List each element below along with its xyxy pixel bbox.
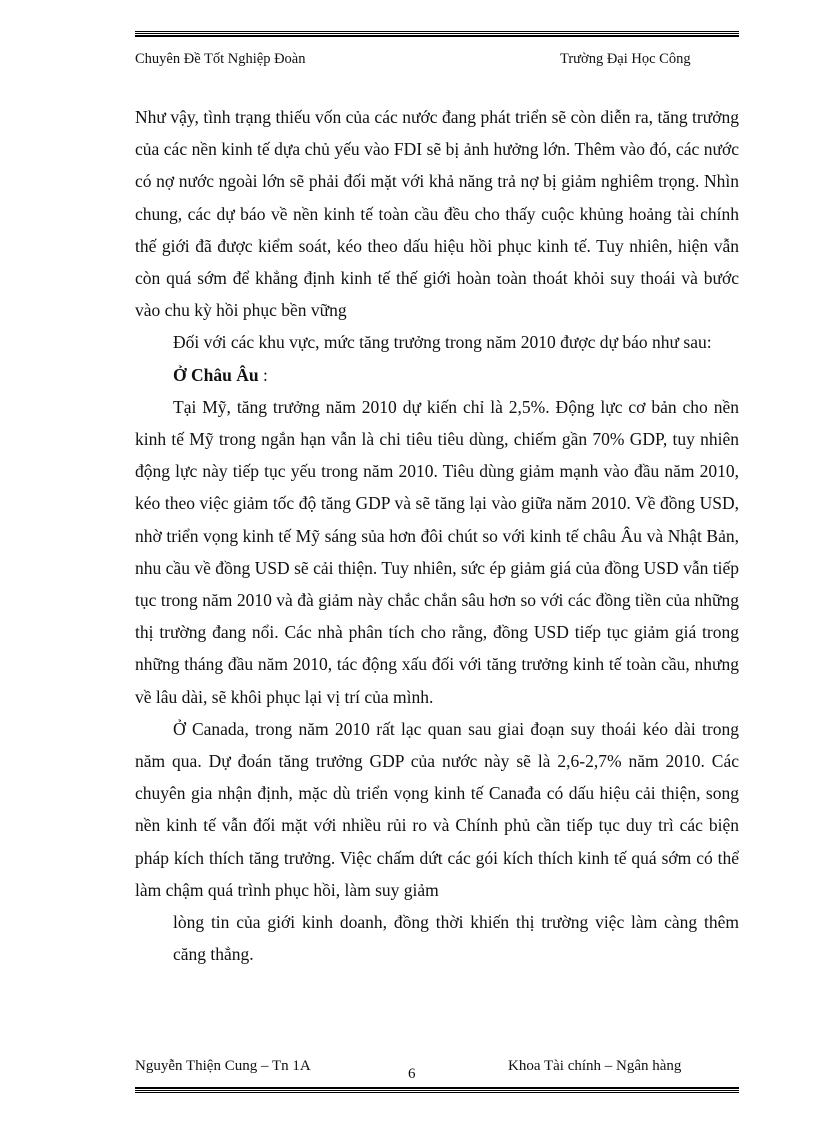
- section-heading-suffix: :: [258, 364, 268, 385]
- paragraph-5: lòng tin của giới kinh doanh, đồng thời khiến thị trường việc làm càng thêm căng thẳng.: [173, 912, 739, 965]
- header-right-title: Trường Đại Học Công: [560, 51, 691, 67]
- section-heading: [135, 359, 739, 391]
- paragraph-4: Ở Canada, trong năm 2010 rất lạc quan sau giai đoạn suy thoái kéo dài trong năm qua. Dự đoán tăng trưởng GDP của nước này sẽ là 2,6-2,7% năm 2010. Các chuyên gia nhận định, mặc dù triển vọng kinh tế Canađa có dấu hiệu cải thiện, song nền kinh tế vẫn đối mặt với nhiều rủi ro và Chính phủ cần tiếp tục duy trì các biện pháp kích thích tăng trưởng. Việc chấm dứt các gói kích thích kinh tế quá sớm có thể làm chậm quá trình phục hồi, làm suy giảm: [135, 718, 739, 900]
- footer-rule: [135, 1087, 739, 1093]
- page-body: [135, 101, 739, 970]
- paragraph-3: Tại Mỹ, tăng trưởng năm 2010 dự kiến chỉ là 2,5%. Động lực cơ bản cho nền kinh tế Mỹ trong ngắn hạn vẫn là chi tiêu tiêu dùng, chiếm gần 70% GDP, tuy nhiên động lực này tiếp tục yếu trong năm 2010. Tiêu dùng giảm mạnh vào đầu năm 2010, kéo theo việc giảm tốc độ tăng GDP và sẽ tăng lại vào giữa năm 2010. Về đồng USD, nhờ triển vọng kinh tế Mỹ sáng sủa hơn đôi chút so với kinh tế châu Âu và Nhật Bản, nhu cầu về đồng USD sẽ cải thiện. Tuy nhiên, sức ép giảm giá của đồng USD vẫn tiếp tục trong năm 2010 và đà giảm này chắc chắn sâu hơn so với các đồng tiền của những thị trường đang nổi. Các nhà phân tích cho rằng, đồng USD tiếp tục giảm giá trong những tháng đầu năm 2010, tác động xấu đối với tăng trưởng kinh tế toàn cầu, nhưng về lâu dài, sẽ khôi phục lại vị trí của mình.: [135, 396, 739, 707]
- paragraph-2: Đối với các khu vực, mức tăng trưởng trong năm 2010 được dự báo như sau:: [173, 332, 712, 353]
- footer-department: Khoa Tài chính – Ngân hàng: [508, 1058, 682, 1074]
- footer-author: Nguyễn Thiện Cung – Tn 1A: [135, 1058, 311, 1074]
- paragraph-1: Như vậy, tình trạng thiếu vốn của các nước đang phát triển sẽ còn diễn ra, tăng trưởng của các nền kinh tế dựa chủ yếu vào FDI sẽ bị ảnh hưởng lớn. Thêm vào đó, các nước có nợ nước ngoài lớn sẽ phải đối mặt với khả năng trả nợ bị giảm nghiêm trọng. Nhìn chung, các dự báo về nền kinh tế toàn cầu đều cho thấy cuộc khủng hoảng tài chính thế giới đã được kiểm soát, kéo theo dấu hiệu hồi phục kinh tế. Tuy nhiên, hiện vẫn còn quá sớm để khẳng định kinh tế thế giới hoàn toàn thoát khỏi suy thoái và bước vào chu kỳ hồi phục bền vững: [135, 107, 739, 321]
- footer-page-number: 6: [408, 1066, 416, 1082]
- section-heading-title: Ở Châu Âu: [173, 364, 259, 385]
- header-left-title: Chuyên Đề Tốt Nghiệp Đoàn: [135, 51, 306, 67]
- header-rule: [135, 31, 739, 37]
